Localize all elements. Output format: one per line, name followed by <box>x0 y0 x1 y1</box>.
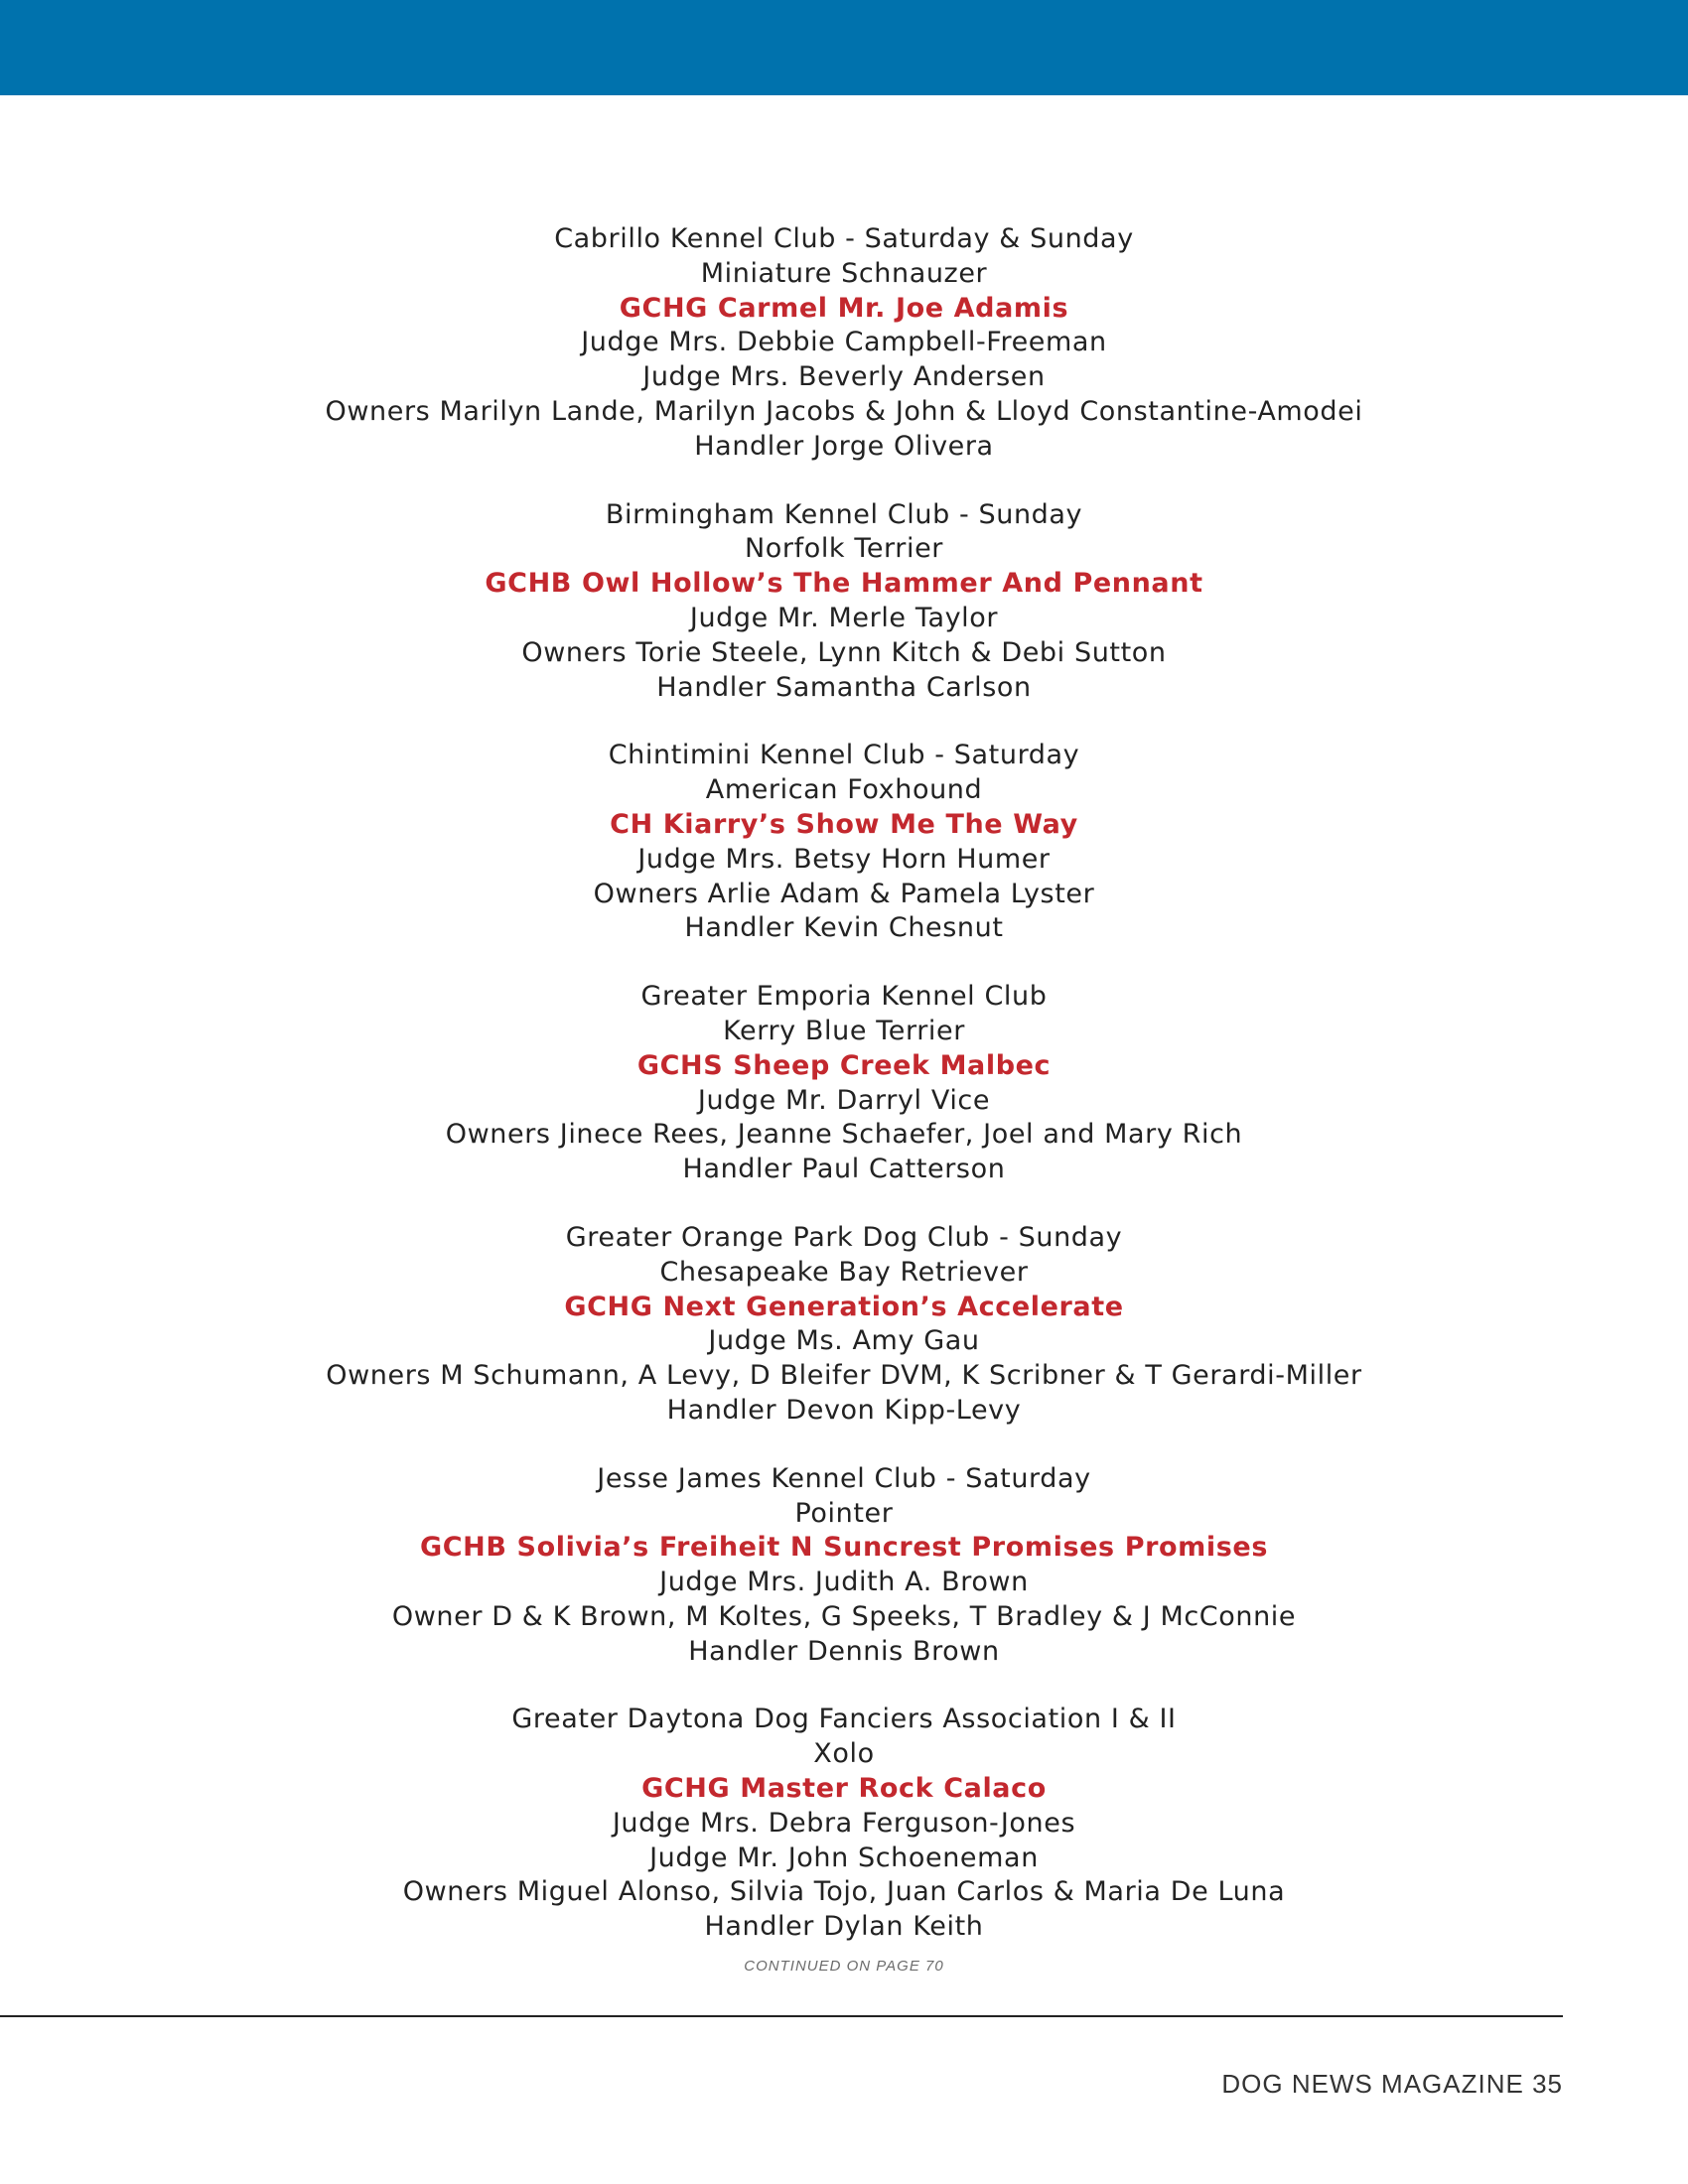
show-entry <box>0 980 1688 1187</box>
show-entry <box>0 1703 1688 1945</box>
breed-name: Pointer <box>794 1497 894 1529</box>
handler-line: Handler Samantha Carlson <box>656 671 1032 703</box>
dog-name: GCHS Sheep Creek Malbec <box>636 1049 1052 1081</box>
handler-line: Handler Devon Kipp-Levy <box>666 1394 1022 1426</box>
judge-name: Judge Mr. Merle Taylor <box>689 602 999 633</box>
handler-line: Handler Jorge Olivera <box>694 430 994 462</box>
club-name: Greater Daytona Dog Fanciers Association I & II <box>511 1704 1177 1735</box>
dog-name: CH Kiarry’s Show Me The Way <box>610 808 1078 840</box>
show-entry <box>0 1462 1688 1670</box>
show-entry <box>0 222 1688 465</box>
owners-line: Owner D & K Brown, M Koltes, G Speeks, T Bradley & J McConnie <box>391 1600 1297 1632</box>
judge-name: Judge Mr. Darryl Vice <box>697 1084 991 1116</box>
show-entry <box>0 498 1688 706</box>
judge-name: Judge Ms. Amy Gau <box>708 1325 980 1357</box>
club-name: Cabrillo Kennel Club - Saturday & Sunday <box>554 223 1134 254</box>
handler-line: Handler Dennis Brown <box>688 1635 1000 1667</box>
breed-name: Kerry Blue Terrier <box>723 1015 965 1046</box>
continued-note: CONTINUED ON PAGE 70 <box>744 1958 944 1975</box>
handler-line: Handler Dylan Keith <box>704 1911 984 1943</box>
dog-name: GCHG Master Rock Calaco <box>641 1773 1047 1805</box>
breed-name: Norfolk Terrier <box>744 533 944 565</box>
owners-line: Owners Marilyn Lande, Marilyn Jacobs & John & Lloyd Constantine-Amodei <box>325 395 1363 427</box>
show-entry <box>0 739 1688 946</box>
handler-line: Handler Paul Catterson <box>682 1154 1006 1185</box>
club-name: Greater Emporia Kennel Club <box>640 981 1048 1013</box>
judge-name: Judge Mrs. Betsy Horn Humer <box>637 843 1051 875</box>
dog-name: GCHG Carmel Mr. Joe Adamis <box>619 292 1069 324</box>
judge-name: Judge Mrs. Debra Ferguson-Jones <box>612 1807 1076 1839</box>
judge-name: Judge Mrs. Judith A. Brown <box>659 1567 1029 1598</box>
show-entry <box>0 1221 1688 1429</box>
dog-name: GCHB Solivia’s Freiheit N Suncrest Promises Promises <box>419 1532 1269 1564</box>
judge-name: Judge Mr. John Schoeneman <box>649 1842 1039 1873</box>
owners-line: Owners M Schumann, A Levy, D Bleifer DVM, K Scribner & T Gerardi-Miller <box>326 1360 1362 1392</box>
breed-name: American Foxhound <box>705 774 983 806</box>
show-results-list <box>0 222 1688 1979</box>
judge-name: Judge Mrs. Debbie Campbell-Freeman <box>581 327 1107 358</box>
breed-name: Miniature Schnauzer <box>700 257 988 289</box>
owners-line: Owners Jinece Rees, Jeanne Schaefer, Joel and Mary Rich <box>445 1119 1243 1151</box>
header-color-bar <box>0 0 1688 95</box>
owners-line: Owners Miguel Alonso, Silvia Tojo, Juan Carlos & Maria De Luna <box>402 1876 1286 1908</box>
handler-line: Handler Kevin Chesnut <box>684 912 1004 944</box>
club-name: Greater Orange Park Dog Club - Sunday <box>565 1221 1123 1253</box>
club-name: Birmingham Kennel Club - Sunday <box>605 498 1083 530</box>
dog-name: GCHB Owl Hollow’s The Hammer And Pennant <box>485 568 1203 600</box>
club-name: Chintimini Kennel Club - Saturday <box>608 740 1080 771</box>
owners-line: Owners Torie Steele, Lynn Kitch & Debi Sutton <box>521 636 1167 668</box>
owners-line: Owners Arlie Adam & Pamela Lyster <box>593 878 1095 909</box>
club-name: Jesse James Kennel Club - Saturday <box>597 1462 1091 1494</box>
dog-name: GCHG Next Generation’s Accelerate <box>564 1291 1124 1322</box>
breed-name: Xolo <box>813 1738 875 1770</box>
judge-name: Judge Mrs. Beverly Andersen <box>642 361 1046 393</box>
breed-name: Chesapeake Bay Retriever <box>659 1256 1029 1288</box>
page-footer: DOG NEWS MAGAZINE 35 <box>1221 2069 1563 2099</box>
footer-divider <box>0 2015 1563 2017</box>
